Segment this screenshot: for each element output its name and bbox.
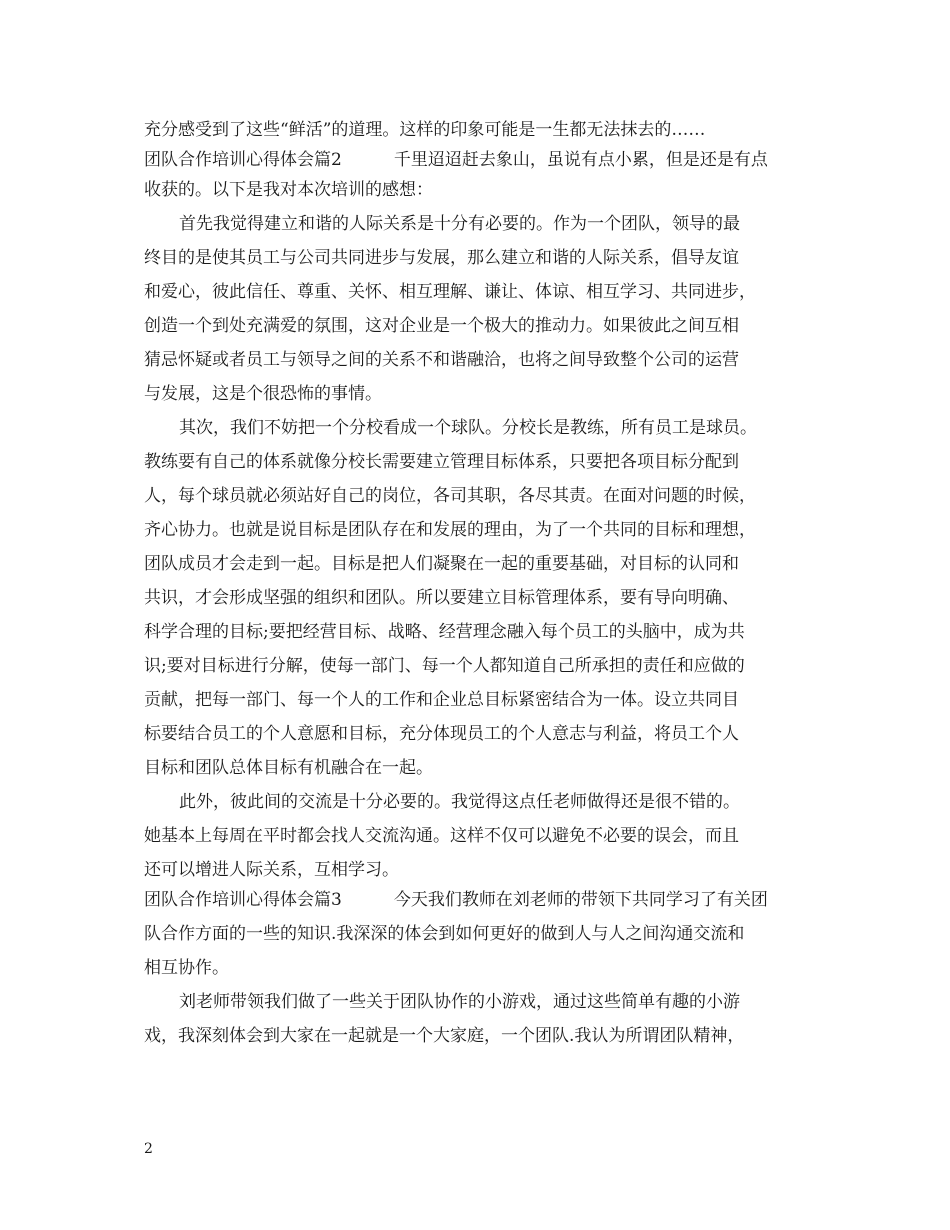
text-line: 识;要对目标进行分解，使每一部门、每一个人都知道自己所承担的责任和应做的 xyxy=(144,656,745,676)
text-line: 科学合理的目标;要把经营目标、战略、经营理念融入每个员工的头脑中，成为共 xyxy=(144,622,745,642)
text-line: 齐心协力。也就是说目标是团队存在和发展的理由，为了一个共同的目标和理想， xyxy=(144,520,756,540)
text-line: 千里迢迢赶去象山，虽说有点小累，但是还是有点 xyxy=(393,150,768,170)
section-heading: 团队合作培训心得体会篇2 xyxy=(144,150,342,170)
text-line: 贡献，把每一部门、每一个人的工作和企业总目标紧密结合为一体。设立共同目 xyxy=(144,690,739,710)
text-line: 她基本上每周在平时都会找人交流沟通。这样不仅可以避免不必要的误会，而且 xyxy=(144,826,739,846)
section-line-2 xyxy=(144,148,814,178)
text-line: 团队成员才会走到一起。目标是把人们凝聚在一起的重要基础，对目标的认同和 xyxy=(144,554,739,574)
section-heading: 团队合作培训心得体会篇3 xyxy=(144,890,342,910)
text-line: 收获的。以下是我对本次培训的感想： xyxy=(144,180,433,200)
text-line: 和爱心，彼此信任、尊重、关怀、相互理解、谦让、体谅、相互学习、共同进步， xyxy=(144,282,756,302)
text-line: 今天我们教师在刘老师的带领下共同学习了有关团 xyxy=(393,890,768,910)
text-line: 人，每个球员就必须站好自己的岗位，各司其职，各尽其责。在面对问题的时候， xyxy=(144,486,756,506)
paragraph-start: 此外，彼此间的交流是十分必要的。我觉得这点任老师做得还是很不错的。 xyxy=(179,792,740,812)
text-line: 与发展，这是个很恐怖的事情。 xyxy=(144,384,382,404)
text-line: 终目的是使其员工与公司共同进步与发展，那么建立和谐的人际关系，倡导友谊 xyxy=(144,248,739,268)
paragraph-start: 首先我觉得建立和谐的人际关系是十分有必要的。作为一个团队，领导的最 xyxy=(179,214,740,234)
text-line: 队合作方面的一些的知识.我深深的体会到如何更好的做到人与人之间沟通交流和 xyxy=(144,924,745,944)
text-line: 戏，我深刻体会到大家在一起就是一个大家庭，一个团队.我认为所谓团队精神， xyxy=(144,1026,745,1046)
section-line-3 xyxy=(144,888,814,922)
text-line: 共识，才会形成坚强的组织和团队。所以要建立目标管理体系，要有导向明确、 xyxy=(144,588,739,608)
text-line: 相互协作。 xyxy=(144,958,229,978)
paragraph-start: 其次，我们不妨把一个分校看成一个球队。分校长是教练，所有员工是球员。 xyxy=(179,418,757,438)
text-line: 猜忌怀疑或者员工与领导之间的关系不和谐融洽，也将之间导致整个公司的运营 xyxy=(144,350,739,370)
paragraph-start: 刘老师带领我们做了一些关于团队协作的小游戏，通过这些简单有趣的小游 xyxy=(179,992,740,1012)
text-line: 充分感受到了这些“鲜活”的道理。这样的印象可能是一生都无法抹去的…… xyxy=(144,120,706,140)
text-line: 目标和团队总体目标有机融合在一起。 xyxy=(144,758,433,778)
page-number: 2 xyxy=(144,1141,153,1157)
text-line: 还可以增进人际关系，互相学习。 xyxy=(144,860,399,880)
text-line: 创造一个到处充满爱的氛围，这对企业是一个极大的推动力。如果彼此之间互相 xyxy=(144,316,739,336)
text-line: 教练要有自己的体系就像分校长需要建立管理目标体系，只要把各项目标分配到 xyxy=(144,452,739,472)
document-body xyxy=(144,118,814,1058)
text-line: 标要结合员工的个人意愿和目标，充分体现员工的个人意志与利益，将员工个人 xyxy=(144,724,739,744)
